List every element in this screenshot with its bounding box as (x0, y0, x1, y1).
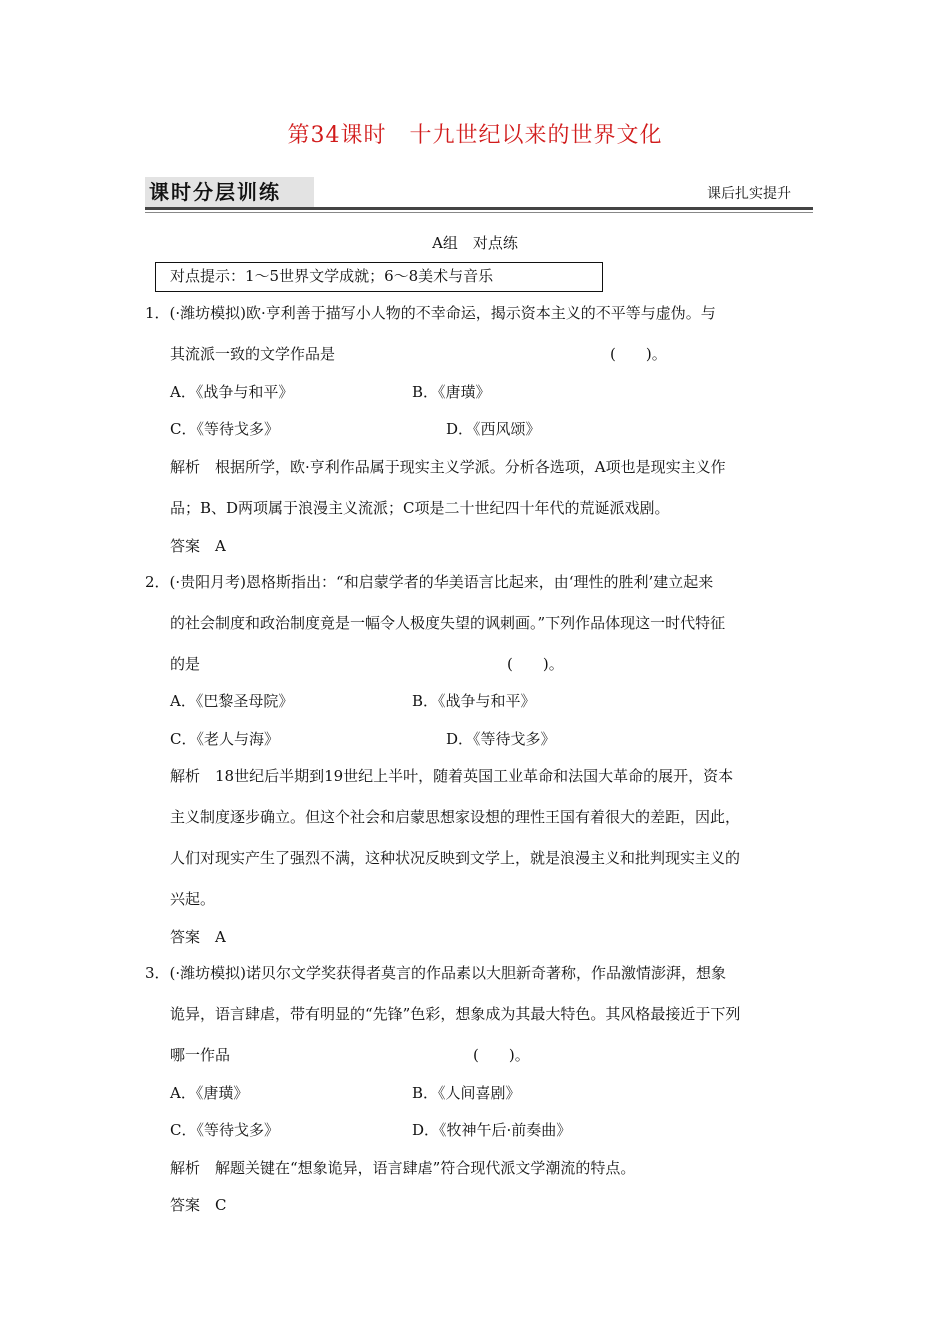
option-d: D．《西风颂》 (446, 420, 541, 438)
group-title: A组 对点练 (432, 234, 518, 252)
explanation-line: 解析 根据所学，欧·亨利作品属于现实主义学派。分析各选项，A项也是现实主义作 (170, 458, 726, 476)
question-3-line-1 (145, 962, 726, 983)
option-c: C．《等待戈多》 (170, 420, 279, 438)
option-a: A．《巴黎圣母院》 (170, 692, 294, 710)
option-b: B．《战争与和平》 (412, 692, 536, 710)
question-number: 3． (145, 964, 170, 982)
explanation-line: 解析 解题关键在“想象诡异，语言肆虐”符合现代派文学潮流的特点。 (170, 1159, 636, 1177)
question-3-line-2: 诡异，语言肆虐，带有明显的“先锋”色彩，想象成为其最大特色。其风格最接近于下列 (170, 1005, 741, 1023)
section-label: 课时分层训练 (145, 177, 314, 207)
explanation-line: 兴起。 (170, 890, 216, 908)
answer-paren: ( )。 (610, 345, 667, 363)
question-2-line-1 (145, 571, 713, 592)
divider-thick (145, 207, 813, 210)
question-2-line-2: 的社会制度和政治制度竟是一幅令人极度失望的讽刺画。”下列作品体现这一时代特征 (170, 614, 726, 632)
option-c: C．《老人与海》 (170, 730, 279, 748)
option-b: B．《人间喜剧》 (412, 1084, 521, 1102)
option-d: D．《等待戈多》 (446, 730, 556, 748)
answer-paren: ( )。 (507, 655, 564, 673)
answer-line: 答案 C (170, 1196, 227, 1214)
question-3-line-3: 哪一作品 (170, 1046, 231, 1064)
question-number: 2． (145, 573, 170, 591)
explanation-line: 主义制度逐步确立。但这个社会和启蒙思想家设想的理性王国有着很大的差距，因此， (170, 808, 741, 826)
page-title: 第34课时 十九世纪以来的世界文化 (287, 123, 663, 148)
question-1-line-1 (145, 302, 716, 323)
explanation-line: 解析 18世纪后半期到19世纪上半叶，随着英国工业革命和法国大革命的展开，资本 (170, 767, 734, 785)
question-1-line-2: 其流派一致的文学作品是 (170, 345, 336, 363)
option-b: B．《唐璜》 (412, 383, 491, 401)
answer-paren: ( )。 (473, 1046, 530, 1064)
question-number: 1． (145, 304, 170, 322)
explanation-line: 人们对现实产生了强烈不满，这种状况反映到文学上，就是浪漫主义和批判现实主义的 (170, 849, 741, 867)
question-text: (·贵阳月考)恩格斯指出：“和启蒙学者的华美语言比起来，由‘理性的胜利’建立起来 (169, 573, 714, 591)
option-d: D．《牧神午后·前奏曲》 (412, 1121, 572, 1139)
answer-line: 答案 A (170, 928, 226, 946)
option-a: A．《唐璜》 (170, 1084, 249, 1102)
answer-line: 答案 A (170, 537, 226, 555)
question-text: (·潍坊模拟)诺贝尔文学奖获得者莫言的作品素以大胆新奇著称，作品激情澎湃，想象 (169, 964, 727, 982)
section-header-band (145, 177, 813, 213)
question-text: (·潍坊模拟)欧·亨利善于描写小人物的不幸命运，揭示资本主义的不平等与虚伪。与 (169, 304, 716, 322)
hint-box: 对点提示：1～5世界文学成就；6～8美术与音乐 (155, 262, 603, 292)
explanation-line: 品；B、D两项属于浪漫主义流派；C项是二十世纪四十年代的荒诞派戏剧。 (170, 499, 670, 517)
section-subtitle: 课后扎实提升 (707, 186, 791, 202)
option-c: C．《等待戈多》 (170, 1121, 279, 1139)
question-2-line-3: 的是 (170, 655, 201, 673)
divider-thin (145, 212, 813, 213)
option-a: A．《战争与和平》 (170, 383, 294, 401)
